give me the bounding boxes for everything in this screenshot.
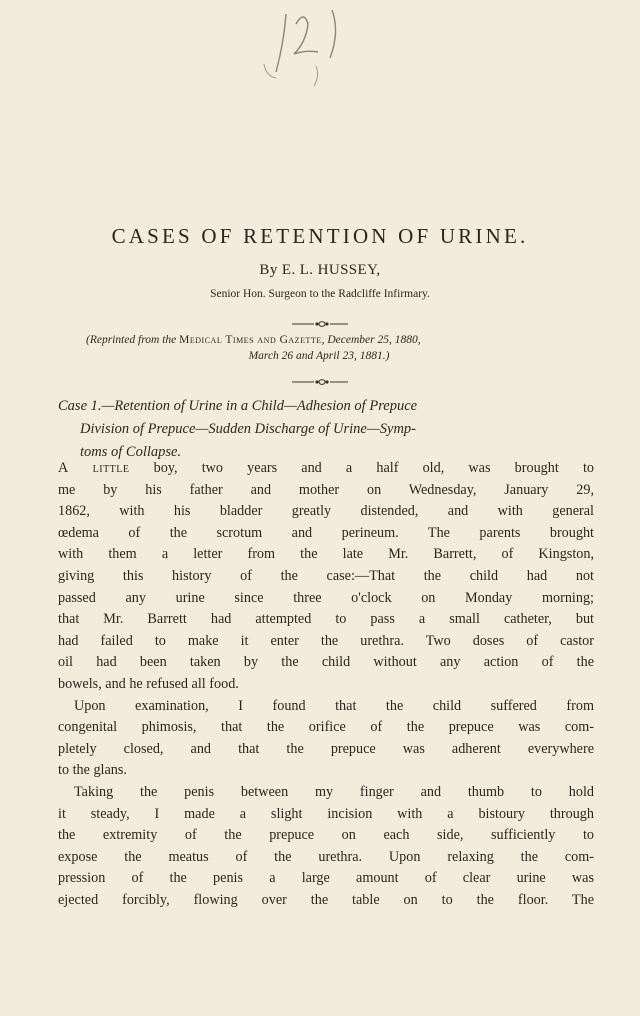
pencil-annotation-mark	[246, 2, 356, 92]
case-heading-line: Case 1.—Retention of Urine in a Child—Adhesion of Prepuce	[58, 398, 418, 414]
body-text	[58, 458, 594, 911]
text-line: it steady, I made a slight incision with a bistoury through	[58, 805, 594, 822]
text-line: oil had been taken by the child without any action of the	[58, 654, 594, 671]
drop-lead-words: A little	[58, 460, 130, 476]
ornamental-divider	[290, 378, 350, 386]
text-line: ejected forcibly, flowing over the table on to the floor. The	[58, 891, 594, 908]
text-line: pletely closed, and that the prepuce was adherent everywhere	[58, 740, 594, 757]
reprint-journal: Medical Times and Gazette	[179, 334, 322, 346]
reprint-dates-line2: March 26 and April 23, 1881.)	[248, 350, 390, 362]
text-line: Taking the penis between my finger and thumb to hold	[74, 783, 594, 800]
ornamental-divider	[290, 320, 350, 328]
text-line: me by his father and mother on Wednesday, January 29,	[58, 481, 594, 498]
reprint-note	[86, 332, 586, 364]
text-line: congenital phimosis, that the orifice of the prepuce was com-	[58, 719, 594, 736]
text-line: 1862, with his bladder greatly distended, and with general	[58, 503, 594, 520]
text-line: passed any urine since three o'clock on Monday morning;	[58, 589, 594, 606]
author-byline: By E. L. HUSSEY,	[259, 262, 381, 278]
author-affiliation: Senior Hon. Surgeon to the Radcliffe Infirmary.	[210, 288, 430, 300]
reprint-prefix: (Reprinted from the	[86, 334, 180, 346]
text-line: pression of the penis a large amount of clear urine was	[58, 870, 594, 887]
text-line: œdema of the scrotum and perineum. The parents brought	[58, 524, 594, 541]
text-line: to the glans.	[58, 762, 127, 779]
text-line: had failed to make it enter the urethra. Two doses of castor	[58, 632, 594, 649]
case-heading-line: Division of Prepuce—Sudden Discharge of Urine—Symp-	[80, 421, 416, 437]
text-line: giving this history of the case:—That the child had not	[58, 567, 594, 584]
text-line: Upon examination, I found that the child suffered from	[74, 697, 594, 714]
page-title: CASES OF RETENTION OF URINE.	[111, 224, 529, 248]
case-heading-line: toms of Collapse.	[80, 444, 182, 460]
text-line: expose the meatus of the urethra. Upon relaxing the com-	[58, 848, 594, 865]
text-line: A little boy, two years and a half old, was brought to	[58, 460, 594, 476]
text-line: bowels, and he refused all food.	[58, 675, 239, 692]
case-heading	[58, 395, 598, 464]
text-line: the extremity of the prepuce on each side, sufficiently to	[58, 827, 594, 844]
text-line: that Mr. Barrett had attempted to pass a small catheter, but	[58, 611, 594, 628]
text-line: with them a letter from the late Mr. Barrett, of Kingston,	[58, 546, 594, 563]
reprint-dates-line1: , December 25, 1880,	[321, 334, 421, 346]
